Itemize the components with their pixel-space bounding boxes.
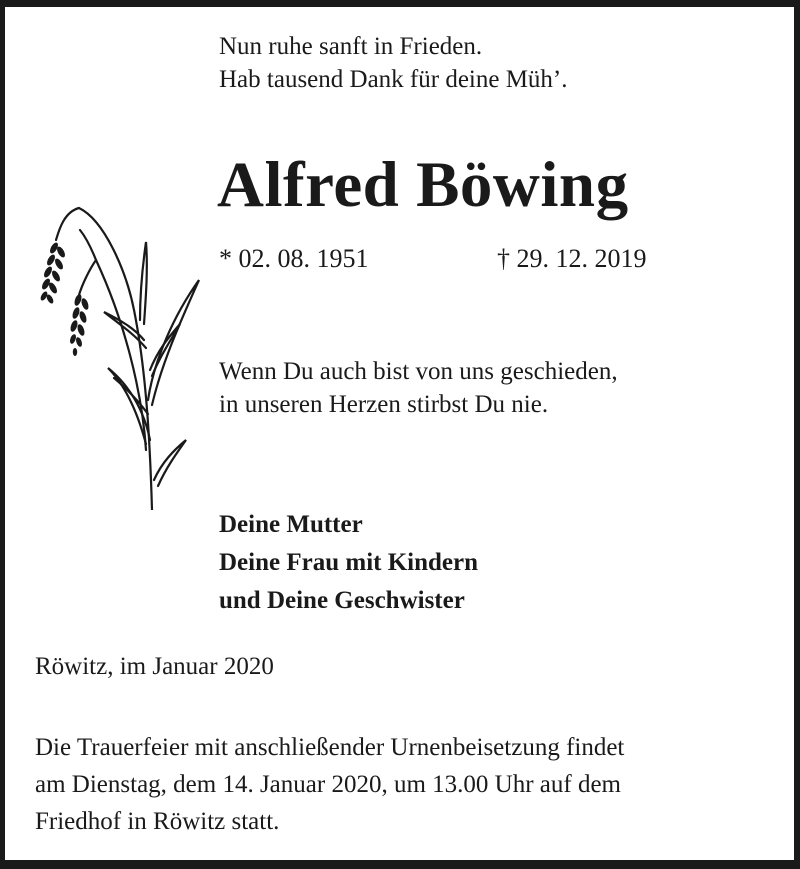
funeral-notice bbox=[35, 729, 624, 840]
mourner-line-1: Deine Mutter bbox=[219, 511, 363, 538]
deceased-name: Alfred Böwing bbox=[217, 149, 629, 221]
opening-verse-line-1: Nun ruhe sanft in Frieden. bbox=[219, 33, 483, 60]
middle-verse-line-1: Wenn Du auch bist von uns geschieden, bbox=[219, 358, 618, 385]
mourner-line-2: Deine Frau mit Kindern bbox=[219, 549, 479, 576]
middle-verse-line-2: in unseren Herzen stirbst Du nie. bbox=[219, 391, 549, 418]
funeral-notice-line-2: am Dienstag, dem 14. Januar 2020, um 13.00 Uhr auf dem bbox=[35, 771, 621, 798]
funeral-notice-line-1: Die Trauerfeier mit anschließender Urnenbeisetzung findet bbox=[35, 734, 625, 761]
wheat-grass-icon bbox=[34, 200, 209, 510]
mourners-list bbox=[219, 506, 478, 620]
place-and-date: Röwitz, im Januar 2020 bbox=[35, 653, 274, 680]
middle-verse bbox=[219, 355, 618, 421]
funeral-notice-line-3: Friedhof in Röwitz statt. bbox=[35, 808, 280, 835]
death-date: † 29. 12. 2019 bbox=[497, 244, 647, 273]
opening-verse-line-2: Hab tausend Dank für deine Müh’. bbox=[219, 66, 568, 93]
opening-verse bbox=[219, 30, 568, 96]
birth-date: * 02. 08. 1951 bbox=[219, 244, 369, 273]
mourner-line-3: und Deine Geschwister bbox=[219, 587, 465, 614]
